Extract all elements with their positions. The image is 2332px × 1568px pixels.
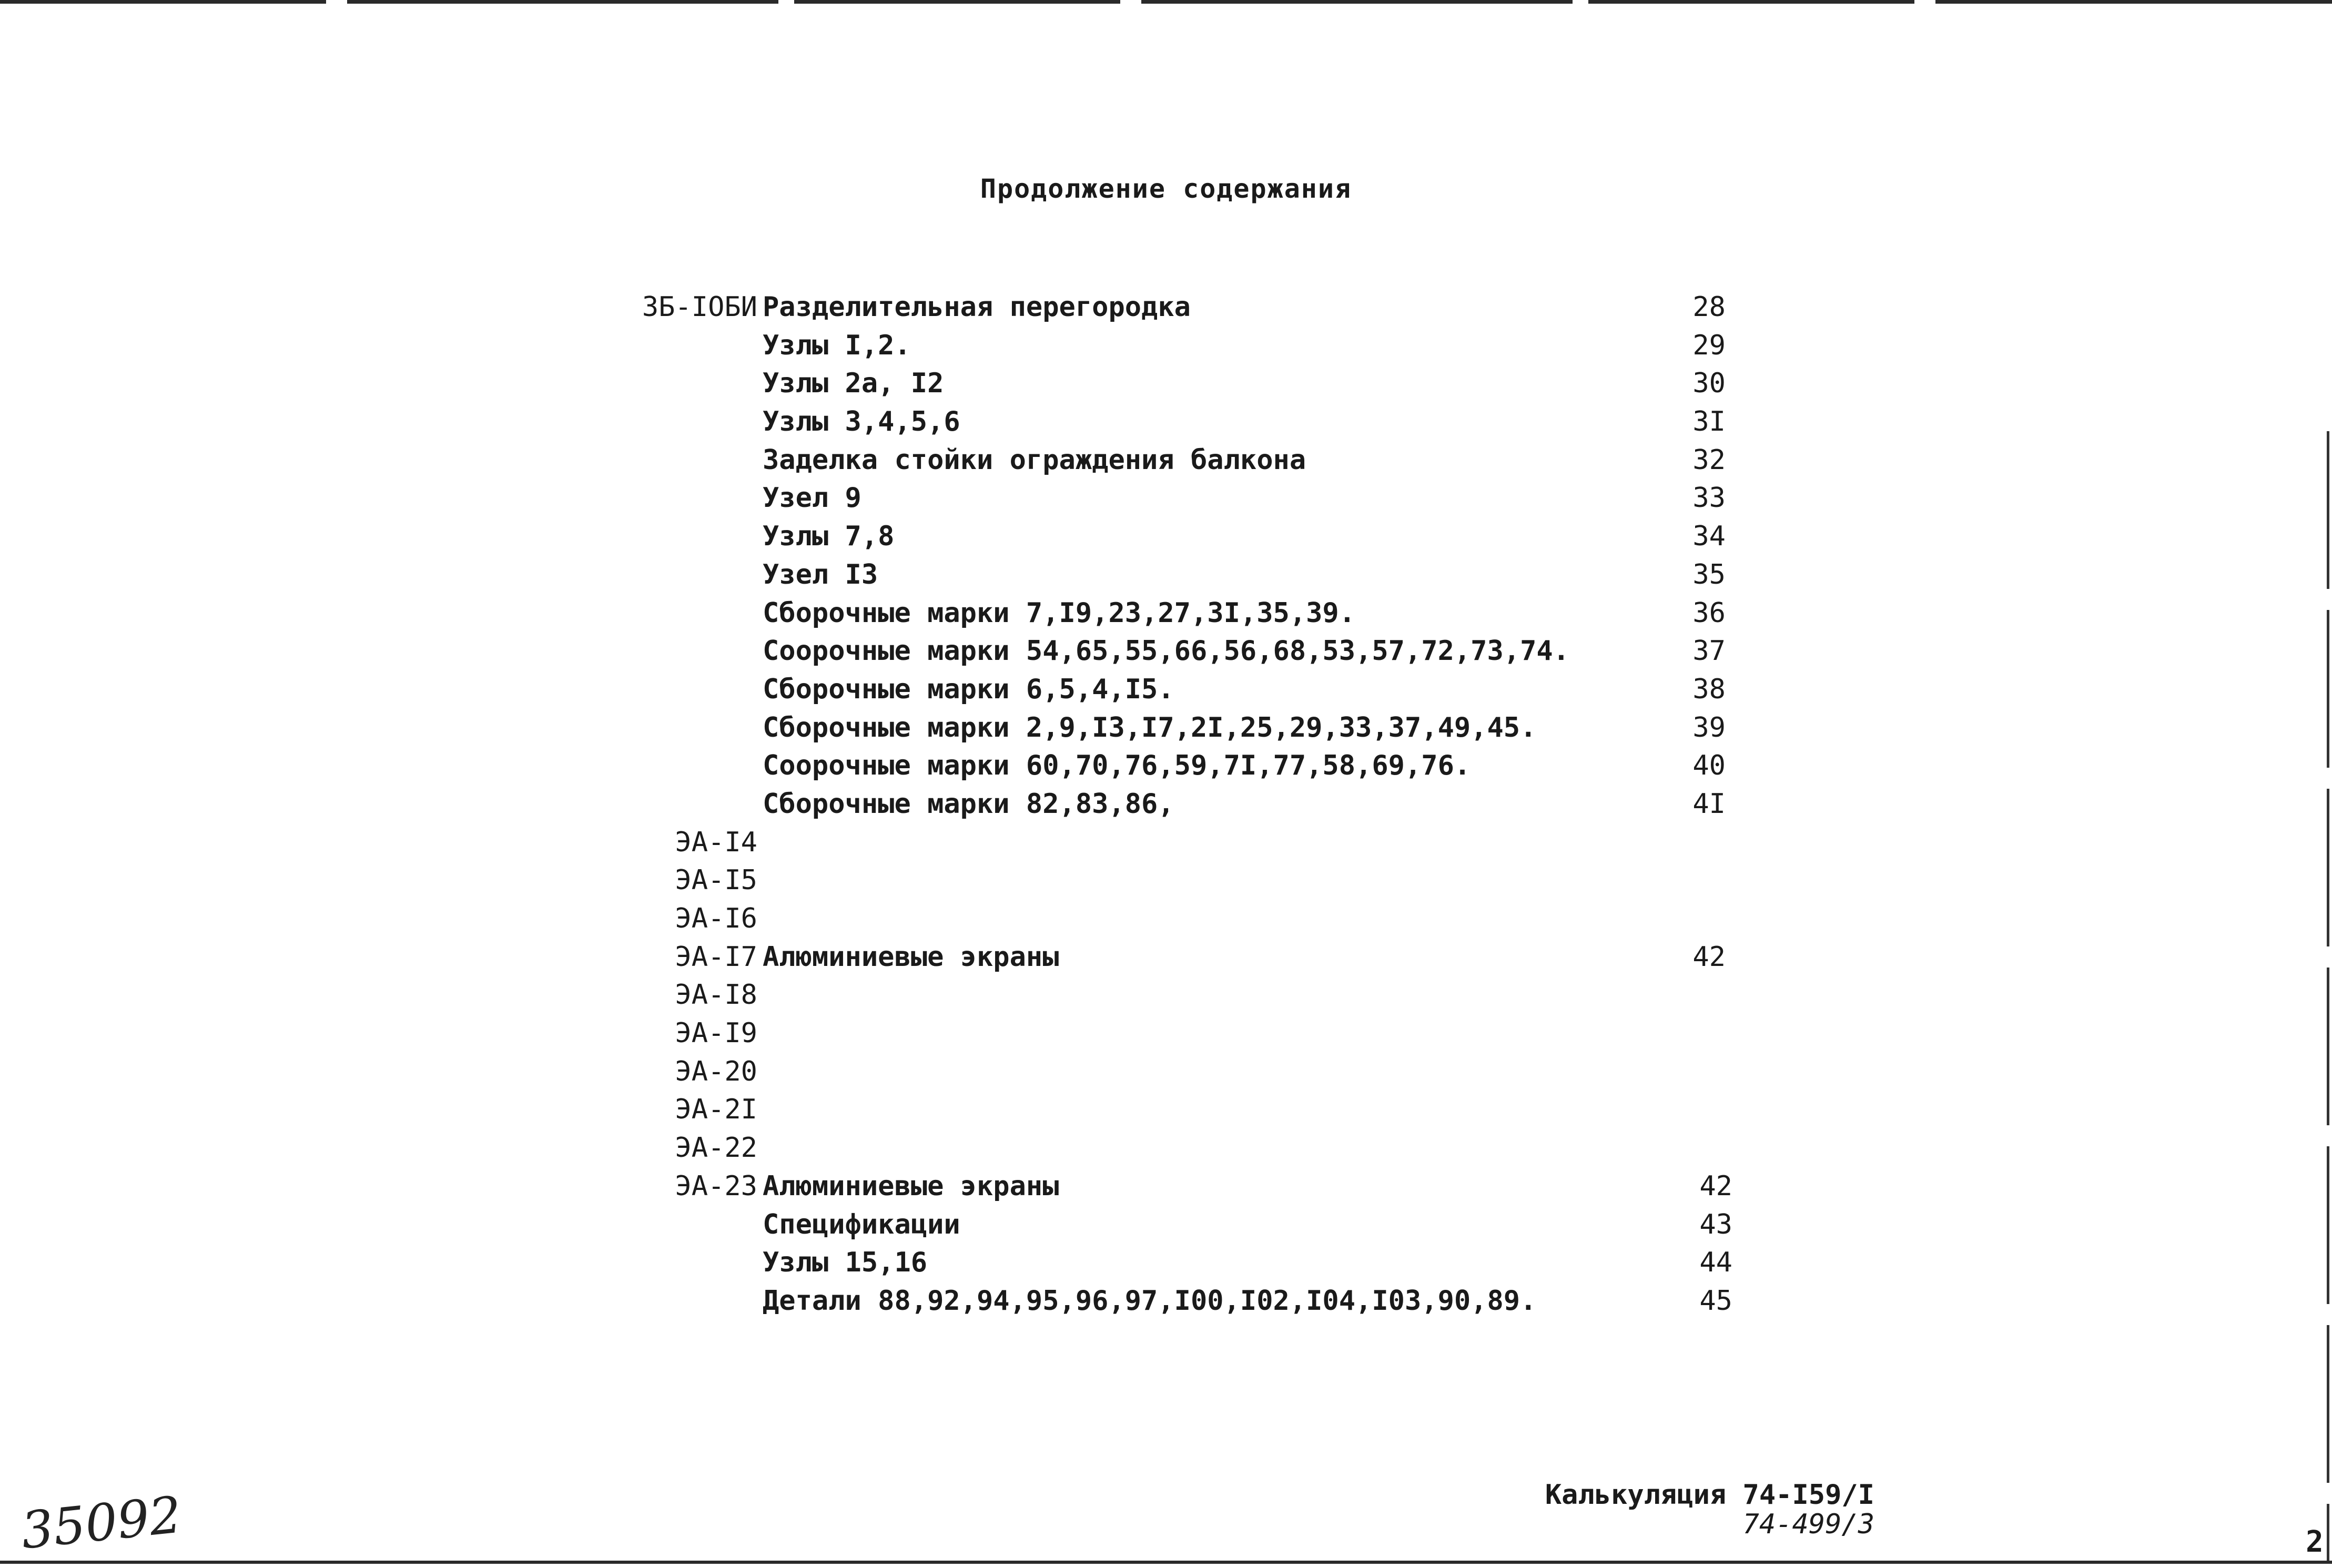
- entry-title: Разделительная перегородка: [763, 291, 1191, 323]
- entry-title: Узел 9: [763, 482, 861, 514]
- entry-page: 36: [1692, 597, 1726, 629]
- contents-row: [0, 823, 2332, 862]
- entry-title: Сборочные марки 2,9,I3,I7,2I,25,29,33,37,49,45.: [763, 711, 1537, 744]
- contents-row: [0, 479, 2332, 517]
- drawing-mark: ЭА-I6: [675, 903, 757, 934]
- contents-row: [0, 364, 2332, 403]
- entry-page: 29: [1692, 329, 1726, 361]
- drawing-mark: ЭА-22: [675, 1132, 757, 1164]
- calculation-stamp: [1545, 1480, 1874, 1539]
- drawing-mark: ЭА-I8: [675, 979, 757, 1011]
- entry-title: Соорочные марки 60,70,76,59,7I,77,58,69,76.: [763, 750, 1471, 782]
- contents-row: [0, 1167, 2332, 1206]
- entry-page: 42: [1692, 941, 1726, 973]
- contents-row: [0, 1244, 2332, 1282]
- entry-page: 39: [1692, 711, 1726, 744]
- contents-row: [0, 556, 2332, 594]
- entry-page: 33: [1692, 482, 1726, 514]
- entry-title: Соорочные марки 54,65,55,66,56,68,53,57,72,73,74.: [763, 635, 1570, 667]
- contents-row: [0, 709, 2332, 747]
- entry-page: 38: [1692, 673, 1726, 705]
- entry-page: 32: [1692, 444, 1726, 476]
- entry-title: Алюминиевые экраны: [763, 941, 1059, 973]
- entry-title: Спецификации: [763, 1208, 960, 1240]
- entry-title: Сборочные марки 82,83,86,: [763, 788, 1174, 820]
- entry-page: 28: [1692, 291, 1726, 323]
- entry-page: 37: [1692, 635, 1726, 667]
- contents-row: [0, 1053, 2332, 1091]
- entry-page: 43: [1699, 1208, 1732, 1240]
- contents-row: [0, 1091, 2332, 1129]
- drawing-mark: ЗБ-IОБИ: [642, 291, 757, 323]
- contents-row: [0, 900, 2332, 938]
- drawing-mark: ЭА-I9: [675, 1017, 757, 1050]
- entry-page: 42: [1699, 1170, 1732, 1202]
- contents-row: [0, 785, 2332, 823]
- contents-row: [0, 327, 2332, 365]
- entry-title: Алюминиевые экраны: [763, 1170, 1059, 1202]
- top-border-line: [0, 0, 2332, 4]
- contents-row: [0, 861, 2332, 900]
- contents-row: [0, 1014, 2332, 1053]
- entry-title: Узел I3: [763, 558, 878, 590]
- entry-title: Узлы 7,8: [763, 521, 895, 553]
- contents-row: [0, 1129, 2332, 1167]
- entry-title: Узлы 3,4,5,6: [763, 406, 960, 438]
- contents-row: [0, 594, 2332, 633]
- entry-page: 35: [1692, 558, 1726, 590]
- drawing-mark: ЭА-I4: [675, 826, 757, 858]
- entry-page: 4I: [1692, 788, 1726, 820]
- entry-page: 34: [1692, 521, 1726, 553]
- contents-row: [0, 517, 2332, 556]
- entry-page: 45: [1699, 1285, 1732, 1317]
- entry-page: 3I: [1692, 406, 1726, 438]
- drawing-mark: ЭА-2I: [675, 1094, 757, 1126]
- contents-row: [0, 1282, 2332, 1320]
- entry-title: Сборочные марки 7,I9,23,27,3I,35,39.: [763, 597, 1356, 629]
- page-heading: Продолжение содержания: [980, 174, 1352, 204]
- bottom-border-line: [0, 1561, 2332, 1564]
- inventory-number: 35092: [18, 1485, 185, 1561]
- contents-row: [0, 938, 2332, 976]
- drawing-mark: ЭА-20: [675, 1055, 757, 1087]
- drawing-mark: ЭА-I5: [675, 864, 757, 897]
- contents-row: [0, 441, 2332, 480]
- contents-row: [0, 632, 2332, 670]
- contents-row: [0, 403, 2332, 441]
- entry-title: Узлы I,2.: [763, 329, 911, 361]
- contents-row: [0, 288, 2332, 327]
- contents-row: [0, 747, 2332, 785]
- drawing-mark: ЭА-I7: [675, 941, 757, 973]
- entry-title: Заделка стойки ограждения балкона: [763, 444, 1306, 476]
- entry-page: 40: [1692, 750, 1726, 782]
- contents-list: [0, 288, 2332, 1320]
- contents-row: [0, 1206, 2332, 1244]
- sheet-number: 2: [2306, 1525, 2324, 1559]
- calculation-label: Калькуляция 74-I59/I: [1545, 1479, 1874, 1511]
- entry-title: Узлы 15,16: [763, 1247, 928, 1279]
- drawing-mark: ЭА-23: [675, 1170, 757, 1202]
- entry-title: Детали 88,92,94,95,96,97,I00,I02,I04,I03,90,89.: [763, 1285, 1537, 1317]
- entry-page: 44: [1699, 1247, 1732, 1279]
- calculation-second: 74-499/3: [1742, 1509, 1874, 1540]
- entry-page: 30: [1692, 368, 1726, 400]
- entry-title: Узлы 2а, I2: [763, 368, 944, 400]
- entry-title: Сборочные марки 6,5,4,I5.: [763, 673, 1174, 705]
- contents-row: [0, 976, 2332, 1014]
- contents-row: [0, 670, 2332, 709]
